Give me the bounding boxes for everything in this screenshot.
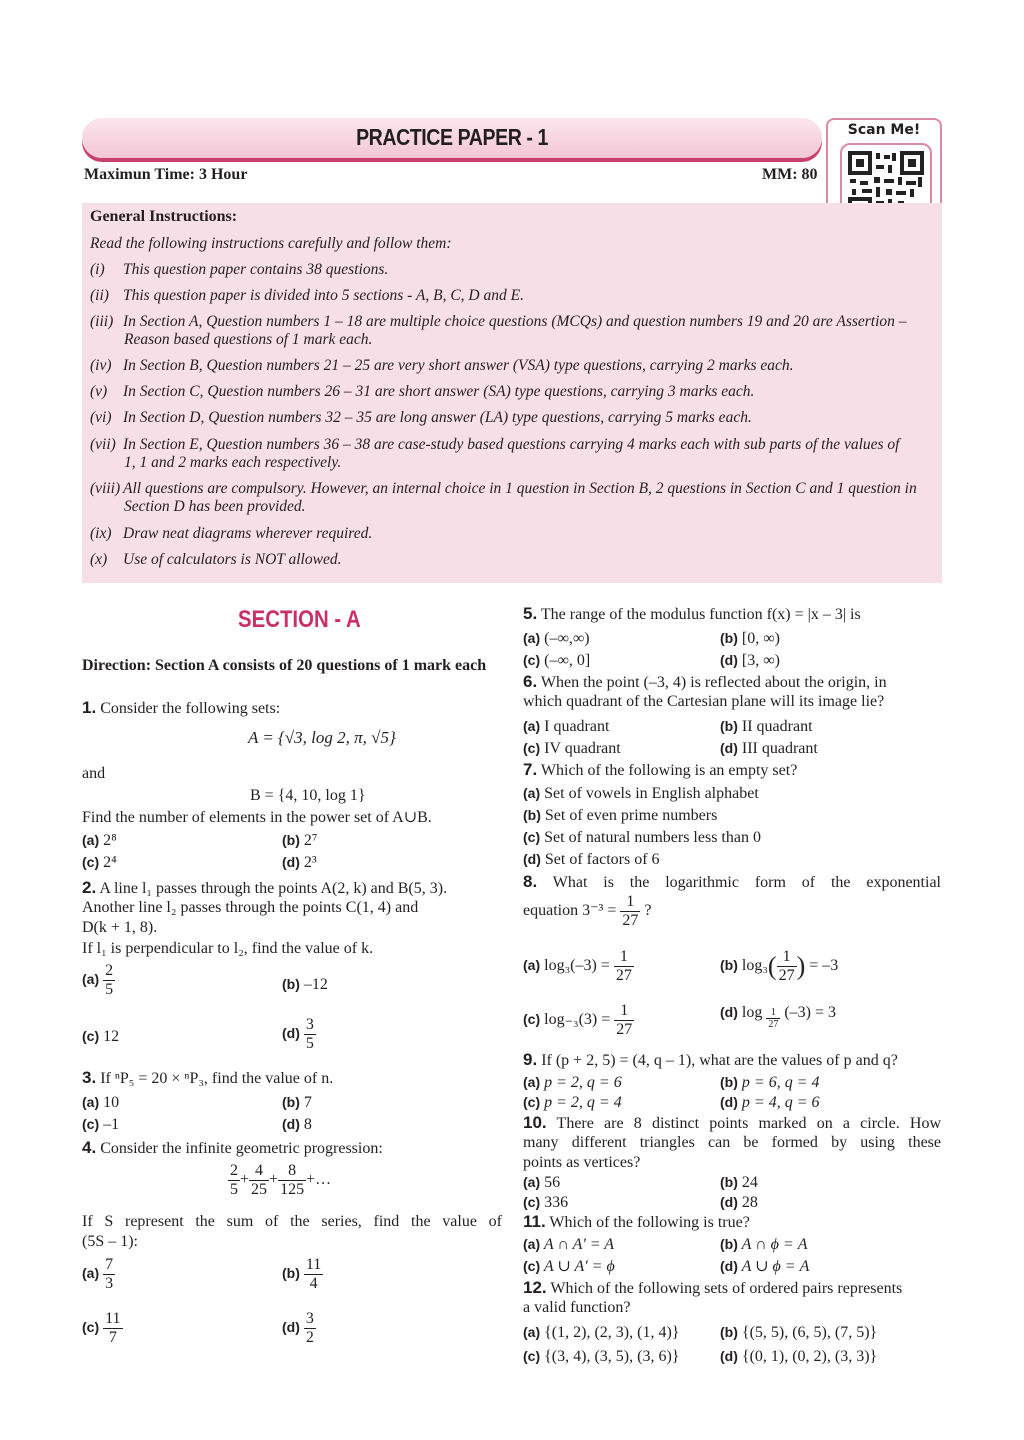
instruction-item [90,261,938,279]
option-label: (c) [523,652,541,668]
option-a[interactable] [523,783,759,804]
option-a[interactable] [523,716,609,737]
set-a: A = {√3, log 2, π, √5} [248,728,396,747]
question-text: a valid function? [523,1299,631,1316]
option-text: 2⁷ [303,832,318,849]
option-text: –12 [303,976,328,993]
option-b[interactable] [720,1072,819,1093]
option-label: (b) [523,807,541,823]
fraction [304,1256,323,1293]
question-text: Consider the following sets: [100,700,281,717]
option-text: Set of factors of 6 [544,851,660,868]
option-label: (b) [282,976,300,992]
option-a[interactable] [523,628,590,649]
option-text: 2⁴ [103,854,117,871]
question-mark: ? [644,902,652,920]
option-label: (d) [720,1194,738,1210]
numerator: 11 [305,1256,322,1273]
option-text: 56 [544,1174,561,1191]
option-label: (d) [282,854,300,870]
option-b[interactable] [720,1322,877,1343]
equation-text: equation 3⁻³ = [523,902,617,920]
option-text: log [741,1004,763,1021]
fraction [766,1007,780,1030]
option-d[interactable] [720,1092,819,1113]
instruction-text: Use of calculators is NOT allowed. [123,551,342,568]
option-d[interactable] [282,852,317,873]
denominator: 4 [309,1275,318,1292]
option-b[interactable] [720,1234,808,1255]
option-b[interactable] [282,1256,323,1293]
instruction-item [90,287,938,305]
option-text: = –3 [809,957,839,975]
question-text: If (p + 2, 5) = (4, q – 1), what are the values of p and q? [541,1052,898,1069]
instruction-text: This question paper is divided into 5 sections - A, B, C, D and E. [123,287,524,304]
option-text: log₃ [741,957,768,975]
instruction-text: In Section B, Question numbers 21 – 25 are very short answer (VSA) type questions, carrying 2 marks each. [123,357,794,374]
set-b: B = {4, 10, log 1} [250,787,366,804]
option-label: (b) [720,630,738,646]
question-8 [523,872,941,893]
instructions-title: General Instructions: [90,208,238,225]
option-label: (d) [282,1025,300,1042]
question-text: Find the number of elements in the power set of A∪B. [82,809,432,826]
option-d[interactable] [720,1192,758,1213]
question-text: many different triangles can be formed by using these [523,1134,941,1151]
question-12 [523,1278,902,1299]
numerator: 11 [105,1310,121,1327]
fraction [620,893,640,930]
option-label: (d) [282,1319,300,1336]
question-text: points as vertices? [523,1154,641,1171]
option-b[interactable] [720,716,813,737]
option-text: I quadrant [544,718,610,735]
option-label: (d) [720,1348,738,1364]
instruction-item [90,551,938,569]
denominator: 5 [305,1035,314,1052]
option-label: (d) [720,652,738,668]
instruction-num: (ix) [90,525,112,542]
numerator: 1 [620,893,640,912]
option-c[interactable] [82,1310,123,1347]
option-a[interactable] [523,1072,622,1093]
numerator: 1 [614,948,634,967]
fraction [777,948,797,985]
denominator: 27 [778,967,795,984]
instruction-num: (iv) [90,357,112,374]
option-a[interactable] [82,1256,115,1293]
option-label: (b) [720,1324,738,1340]
denominator: 5 [230,1181,238,1198]
numerator: 2 [230,1162,238,1179]
option-b[interactable] [282,974,328,995]
instruction-text: Draw neat diagrams wherever required. [123,525,373,542]
option-c[interactable] [523,1256,615,1277]
option-label: (a) [82,1094,100,1110]
denominator: 7 [108,1329,117,1346]
option-b[interactable] [523,805,717,826]
question-number: 8. [523,872,538,891]
question-text [523,893,651,930]
instruction-num: (v) [90,383,108,400]
question-text: If l₁ is perpendicular to l₂, find the value of k. [82,940,374,957]
qr-scan-label: Scan Me! [847,122,921,138]
option-text: A ∪ ϕ = A [741,1258,810,1275]
denominator: 27 [768,1019,779,1030]
instruction-item [90,357,938,375]
instruction-num: (vii) [90,436,116,453]
option-d[interactable] [523,849,660,870]
question-5 [523,604,861,625]
question-text: If ⁿP₅ = 20 × ⁿP₃, find the value of n. [100,1070,334,1087]
option-label: (d) [282,1116,300,1132]
option-label: (a) [523,1174,541,1190]
option-d[interactable] [720,1346,877,1367]
option-a[interactable] [523,1234,614,1255]
option-a[interactable] [523,1172,560,1193]
question-text: Another line l₂ passes through the points C(1, 4) and [82,899,419,916]
option-text: p = 2, q = 6 [544,1074,622,1091]
instruction-num: (x) [90,551,108,568]
option-c[interactable] [82,852,117,873]
question-text: which quadrant of the Cartesian plane will its image lie? [523,693,885,710]
section-title: SECTION - A [238,606,361,633]
option-a[interactable] [82,830,117,851]
numerator: 2 [105,962,114,979]
fraction [228,1162,240,1199]
instruction-num: (i) [90,261,105,278]
denominator: 25 [251,1181,268,1198]
option-label: (c) [523,1011,541,1028]
option-b[interactable]: (b) log₃( $\frac{1}{27}$ ) = –3 [720,948,839,984]
question-text: (5S – 1): [82,1233,138,1250]
option-label: (a) [82,832,100,848]
option-label: (c) [82,1028,100,1044]
numerator: 1 [777,948,797,967]
option-label: (b) [720,1236,738,1252]
fraction [304,1310,316,1347]
option-label: (c) [523,740,541,756]
numerator: 7 [105,1256,114,1273]
instruction-item [90,436,938,472]
fraction [304,1016,316,1053]
option-text: Set of even prime numbers [544,807,718,824]
question-text: What is the logarithmic form of the exponential [552,874,941,891]
option-text: III quadrant [741,740,818,757]
instruction-text: All questions are compulsory. However, an internal choice in 1 question in Section B, 2 questions in Section C and 1 question in [123,480,917,497]
max-marks: MM: 80 [762,166,818,183]
option-c[interactable] [523,650,590,671]
question-text: Which of the following sets of ordered pairs represents [550,1280,903,1297]
option-c[interactable] [82,1114,119,1135]
option-text: 28 [741,1194,758,1211]
instruction-item [90,480,938,516]
fraction [103,962,115,999]
denominator: 27 [622,912,639,929]
option-label: (a) [523,785,541,801]
instructions-intro: Read the following instructions carefully and follow them: [90,235,452,252]
option-label: (a) [82,971,100,988]
numerator: 4 [249,1162,269,1181]
denominator: 27 [615,967,632,984]
denominator: 5 [105,981,114,998]
denominator: 2 [305,1329,314,1346]
option-c[interactable] [523,827,761,848]
question-2 [82,878,447,899]
question-3 [82,1068,333,1089]
option-label: (a) [523,1324,541,1340]
option-label: (c) [523,1094,541,1110]
option-label: (a) [523,1236,541,1252]
option-label: (d) [523,851,541,867]
question-4 [82,1138,383,1159]
numerator: 1 [614,1002,634,1021]
question-text: D(k + 1, 8). [82,919,158,936]
option-text: Set of vowels in English alphabet [544,785,759,802]
option-text: [0, ∞) [741,630,780,647]
option-label: (d) [720,1094,738,1110]
option-label: (b) [282,1265,300,1282]
option-label: (c) [82,1319,100,1336]
option-text: log₃(–3) = [544,957,610,975]
option-label: (b) [720,957,738,974]
instruction-text: In Section E, Question numbers 36 – 38 are case-study based questions carrying 4 marks each with sub parts of the values of [123,436,900,453]
option-text: A ∩ ϕ = A [741,1236,808,1253]
instruction-item [90,313,938,349]
option-a[interactable] [523,1322,679,1343]
option-text: Set of natural numbers less than 0 [544,829,761,846]
question-number: 5. [523,604,538,623]
option-b[interactable] [720,628,780,649]
question-text: Which of the following is an empty set? [540,762,798,779]
fraction [103,1256,115,1293]
option-d[interactable] [282,1016,316,1053]
option-text: {(1, 2), (2, 3), (1, 4)} [544,1324,680,1341]
option-a[interactable] [82,962,115,999]
option-text: 336 [544,1194,569,1211]
option-d[interactable] [720,1002,836,1030]
option-label: (a) [523,630,541,646]
option-text: (–3) = 3 [784,1004,837,1021]
option-label: (d) [720,740,738,756]
option-d[interactable] [720,1256,809,1277]
option-label: (a) [523,1074,541,1090]
question-number: 7. [523,760,538,779]
option-label: (c) [82,1116,100,1132]
fraction [249,1162,269,1199]
instruction-item [90,383,938,401]
question-text: Which of the following is true? [549,1214,750,1231]
option-b[interactable] [282,1092,312,1113]
option-text: –1 [103,1116,120,1133]
option-text: 8 [303,1116,312,1133]
question-10 [523,1113,941,1134]
numerator: 3 [305,1016,314,1033]
instruction-text: In Section A, Question numbers 1 – 18 are multiple choice questions (MCQs) and question numbers 19 and 20 are Assertion – [123,313,907,330]
question-number: 6. [523,672,538,691]
option-text: {(3, 4), (3, 5), (3, 6)} [544,1348,680,1365]
question-number: 4. [82,1138,97,1157]
option-text: (–∞,∞) [544,630,590,647]
question-text: If S represent the sum of the series, find the value of [82,1213,502,1230]
option-b[interactable] [282,830,317,851]
instruction-cont: Section D has been provided. [124,498,306,515]
option-c[interactable] [523,1092,622,1113]
gp-series: $\frac{2}{5}$ + $\frac{4}{25}$ + $\frac{8}{125}$ +… [230,1162,332,1198]
option-d[interactable] [720,738,818,759]
option-label: (a) [82,1265,100,1282]
option-text: II quadrant [741,718,813,735]
option-text: 10 [103,1094,120,1111]
question-number: 2. [82,878,97,897]
instruction-num: (ii) [90,287,109,304]
question-text: A line l₁ passes through the points A(2, k) and B(5, 3). [99,880,448,897]
and-text: and [82,765,106,782]
instruction-cont: Reason based questions of 1 mark each. [124,331,373,348]
question-7 [523,760,797,781]
option-text: 2³ [303,854,317,871]
option-d[interactable] [282,1310,316,1347]
option-label: (d) [720,1004,738,1020]
instruction-item [90,525,938,543]
option-label: (a) [523,957,541,974]
option-c[interactable] [523,738,621,759]
question-6 [523,672,887,693]
question-9 [523,1050,898,1071]
option-label: (b) [282,832,300,848]
max-time: Maximun Time: 3 Hour [84,166,248,183]
instruction-text: In Section C, Question numbers 26 – 31 are short answer (SA) type questions, carrying 3 marks each. [123,383,755,400]
instruction-text: In Section D, Question numbers 32 – 35 are long answer (LA) type questions, carrying 5 marks each. [123,409,752,426]
option-text: p = 2, q = 4 [544,1094,622,1111]
option-label: (b) [720,1174,738,1190]
instruction-text: This question paper contains 38 questions. [123,261,389,278]
option-label: (a) [523,718,541,734]
option-text: {(5, 5), (6, 5), (7, 5)} [741,1324,878,1341]
option-label: (c) [523,1258,541,1274]
option-text: p = 6, q = 4 [741,1074,820,1091]
option-label: (b) [720,718,738,734]
option-d[interactable] [720,650,780,671]
option-text: 2⁸ [103,832,117,849]
question-number: 9. [523,1050,538,1069]
option-text: p = 4, q = 6 [741,1094,820,1111]
question-text: When the point (–3, 4) is reflected about the origin, in [540,674,887,691]
instruction-num: (vi) [90,409,112,426]
denominator: 125 [280,1181,305,1198]
denominator: 3 [105,1275,114,1292]
option-c[interactable] [523,1192,568,1213]
numerator: 1 [766,1007,780,1019]
option-label: (b) [720,1074,738,1090]
option-d[interactable] [282,1114,312,1135]
question-text: Consider the infinite geometric progression: [100,1140,383,1157]
instruction-item [90,409,938,427]
instruction-cont: 1, 1 and 2 marks each respectively. [124,454,342,471]
question-number: 3. [82,1068,97,1087]
numerator: 3 [305,1310,314,1327]
option-text: 12 [103,1028,120,1045]
option-a[interactable] [523,948,634,985]
option-label: (d) [720,1258,738,1274]
question-number: 1. [82,698,97,717]
option-text: A ∩ A' = A [543,1236,615,1253]
option-text: [3, ∞) [741,652,780,669]
option-text: 7 [303,1094,312,1111]
option-label: (c) [523,1348,541,1364]
fraction [614,1002,634,1039]
instruction-num: (viii) [90,480,121,497]
option-text: {(0, 1), (0, 2), (3, 3)} [741,1348,878,1365]
fraction [103,1310,122,1347]
option-c[interactable] [523,1346,679,1367]
paper-title: PRACTICE PAPER - 1 [356,124,548,150]
option-c[interactable] [82,1026,119,1047]
option-label: (c) [523,1194,541,1210]
fraction [614,948,634,985]
question-11 [523,1212,750,1233]
section-direction: Direction: Section A consists of 20 questions of 1 mark each [82,657,487,674]
question-text: There are 8 distinct points marked on a circle. How [556,1115,941,1132]
option-a[interactable] [82,1092,119,1113]
fraction [278,1162,306,1199]
option-c[interactable] [523,1002,634,1039]
series-tail: +… [306,1171,332,1189]
option-b[interactable] [720,1172,758,1193]
option-text: 24 [741,1174,758,1191]
instruction-num: (iii) [90,313,114,330]
option-text: log₋₃(3) = [544,1011,611,1029]
option-label: (c) [82,854,100,870]
option-label: (c) [523,829,541,845]
denominator: 27 [616,1021,633,1038]
question-number: 12. [523,1278,547,1297]
question-number: 11. [523,1212,546,1231]
option-label: (b) [282,1094,300,1110]
numerator: 8 [278,1162,306,1181]
option-text: A ∪ A' = ϕ [543,1258,615,1275]
question-text: The range of the modulus function f(x) = |x – 3| is [540,606,861,623]
option-text: (–∞, 0] [544,652,591,669]
option-text: IV quadrant [544,740,621,757]
question-1 [82,698,280,719]
question-number: 10. [523,1113,547,1132]
